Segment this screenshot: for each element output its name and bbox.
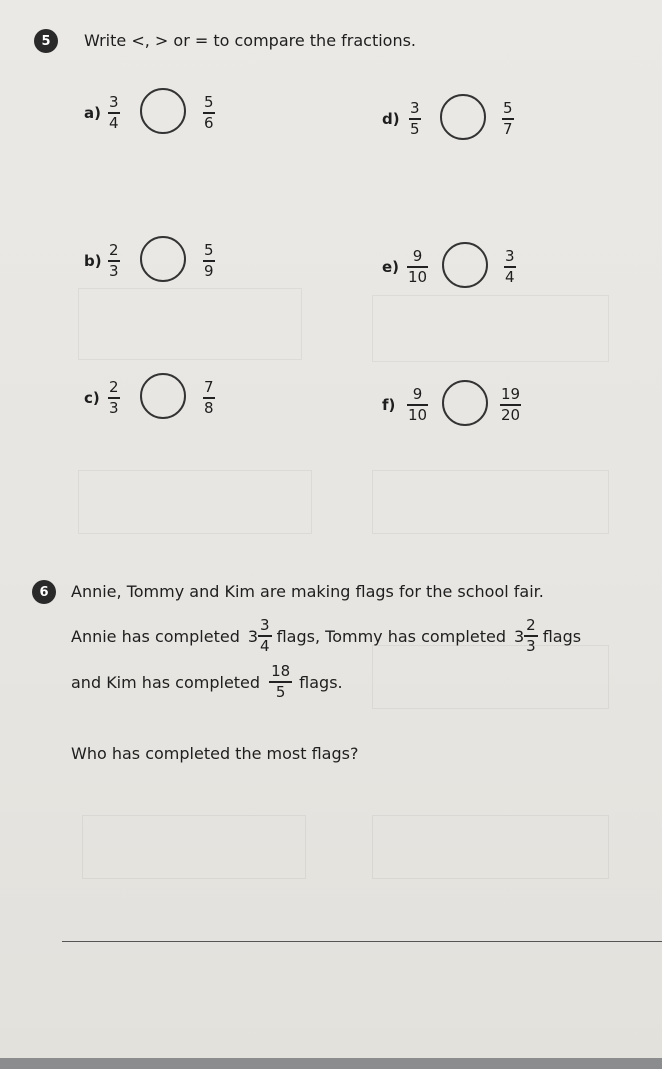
numerator: 9 <box>412 247 423 265</box>
numerator: 3 <box>260 616 270 635</box>
flags-text: flags <box>542 626 582 646</box>
denominator: 4 <box>505 267 515 286</box>
denominator: 10 <box>408 405 428 424</box>
left-fraction <box>407 248 428 286</box>
numerator: 3 <box>410 99 420 117</box>
numerator: 7 <box>204 378 214 396</box>
question-6-question: Who has completed the most flags? <box>71 744 359 763</box>
show-through-grid <box>372 815 609 879</box>
compare-item-b <box>84 234 244 294</box>
numerator: 2 <box>109 241 119 259</box>
item-label: b) <box>84 252 102 270</box>
left-fraction <box>407 386 428 424</box>
question-5-instruction: Write <, > or = to compare the fractions. <box>84 31 417 50</box>
denominator: 8 <box>204 398 214 417</box>
show-through-grid <box>372 295 609 362</box>
comparison-circle-e[interactable] <box>442 242 488 288</box>
item-label: c) <box>84 389 100 407</box>
item-label: d) <box>382 110 400 128</box>
right-fraction <box>203 94 215 132</box>
comparison-circle-b[interactable] <box>140 236 186 282</box>
denominator: 9 <box>204 261 214 280</box>
question-6-line-3 <box>71 660 343 704</box>
comparison-circle-f[interactable] <box>442 380 488 426</box>
compare-item-d <box>382 92 542 152</box>
denominator: 20 <box>501 405 521 424</box>
numerator: 3 <box>109 93 119 111</box>
whole: 3 <box>513 626 525 646</box>
compare-item-c <box>84 371 244 431</box>
fraction <box>525 617 537 655</box>
surface-below-page <box>0 1058 662 1069</box>
denominator: 3 <box>109 398 119 417</box>
question-number-6: 6 <box>32 580 56 604</box>
item-label: f) <box>382 396 396 414</box>
left-fraction <box>108 94 120 132</box>
question-6-line-1: Annie, Tommy and Kim are making flags for the school fair. <box>71 582 544 601</box>
numerator: 19 <box>501 385 521 403</box>
answer-line[interactable] <box>62 941 662 942</box>
question-6-line-2 <box>71 614 581 658</box>
question-number-5: 5 <box>34 29 58 53</box>
denominator: 3 <box>526 636 536 655</box>
left-fraction <box>108 379 120 417</box>
numerator: 9 <box>412 385 423 403</box>
denominator: 7 <box>503 119 513 138</box>
right-fraction <box>502 100 514 138</box>
item-label: e) <box>382 258 400 276</box>
numerator: 5 <box>204 93 214 111</box>
numerator: 5 <box>204 241 214 259</box>
numerator: 5 <box>503 99 513 117</box>
kim-text: and Kim has completed <box>71 672 261 692</box>
show-through-grid <box>372 470 609 534</box>
denominator: 4 <box>109 113 119 132</box>
denominator: 3 <box>109 261 119 280</box>
compare-item-a <box>84 86 244 146</box>
right-fraction <box>500 386 521 424</box>
denominator: 6 <box>204 113 214 132</box>
whole: 3 <box>247 626 259 646</box>
left-fraction <box>108 242 120 280</box>
right-fraction <box>504 248 516 286</box>
annie-text: Annie has completed <box>71 626 240 646</box>
left-fraction <box>409 100 421 138</box>
numerator: 18 <box>271 662 291 681</box>
right-fraction <box>203 379 215 417</box>
compare-item-e <box>382 240 542 300</box>
tommy-mixed-number <box>514 617 537 655</box>
comparison-circle-d[interactable] <box>440 94 486 140</box>
show-through-grid <box>82 815 306 879</box>
comparison-circle-c[interactable] <box>140 373 186 419</box>
denominator: 4 <box>260 636 270 655</box>
numerator: 3 <box>505 247 515 265</box>
kim-fraction <box>270 663 291 701</box>
item-label: a) <box>84 104 101 122</box>
numerator: 2 <box>526 616 536 635</box>
show-through-grid <box>78 288 302 360</box>
right-fraction <box>203 242 215 280</box>
show-through-grid <box>78 470 312 534</box>
compare-item-f <box>382 378 542 438</box>
flags-end-text: flags. <box>299 672 343 692</box>
fraction <box>259 617 271 655</box>
comparison-circle-a[interactable] <box>140 88 186 134</box>
tommy-text: flags, Tommy has completed <box>276 626 506 646</box>
denominator: 5 <box>275 682 286 701</box>
annie-mixed-number <box>248 617 271 655</box>
numerator: 2 <box>109 378 119 396</box>
denominator: 5 <box>410 119 420 138</box>
denominator: 10 <box>408 267 428 286</box>
